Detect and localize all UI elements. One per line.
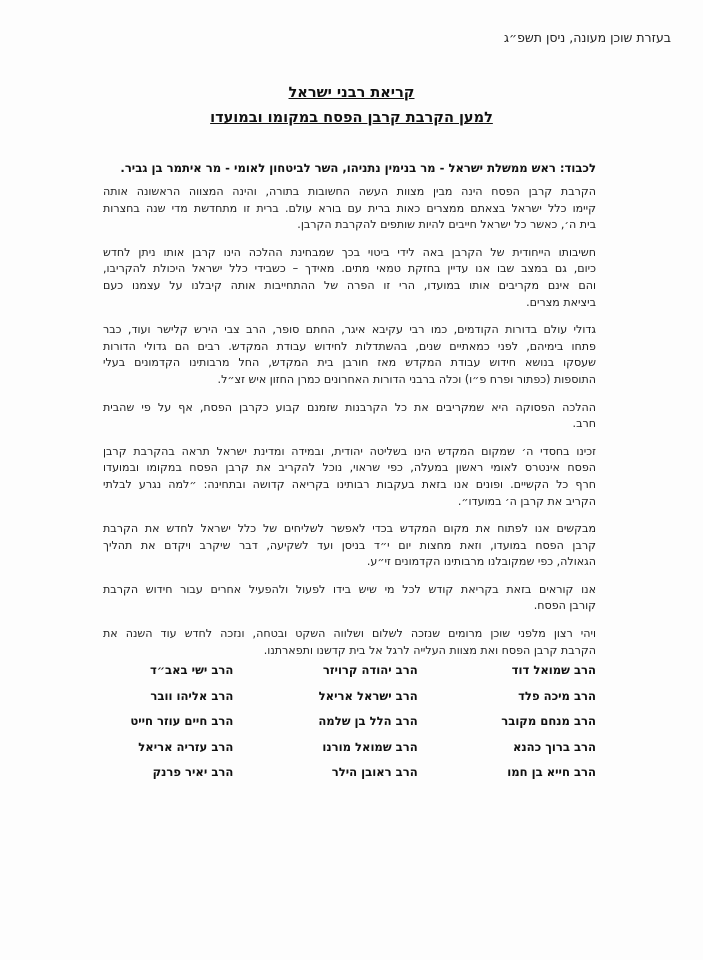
signatory-name: הרב אליהו וובר: [150, 688, 234, 703]
signatory-name: הרב ראובן הילר: [331, 765, 418, 780]
signatory-name: הרב הלל בן שלמה: [318, 714, 418, 729]
text-line: ההלכה הפסוקה היא שמקריבים את כל הקרבנות שזמנם קבוע כקרבן הפסח, אף על פי שהבית: [103, 400, 596, 414]
signatory-name: הרב חייא בן חמו: [507, 765, 596, 780]
paragraph-3: [103, 322, 596, 388]
document-title: קריאת רבני ישראל: [288, 85, 415, 101]
signatory-name: הרב שמואל מורנו: [322, 739, 418, 754]
signatory-name: הרב יהודה קרויזר: [322, 663, 418, 677]
signatory-name: הרב יאיר פרנק: [152, 765, 234, 780]
text-line: הקרבת קרבן הפסח ואת מצוות העלייה לרגל אל בית קדשנו ותפארתנו.: [263, 643, 596, 657]
letter-body: [103, 184, 596, 670]
text-line: הפסח אינטרס לאומי ראשון במעלה, כפי שראוי, נוכל להקריב את קרבן הפסח במקומו ובמועדו: [103, 461, 596, 475]
text-line: קרבן הפסח במועדו, וזאת מחצות יום י״ד בניסן ועד לשקיעה, דבר שיקרב ויקדם את תהליך: [103, 538, 596, 552]
text-line: בית ה׳, כאשר כל ישראל חייבים להיות שותפים להקרבת הקרבן.: [297, 218, 596, 232]
text-line: הקריב את קרבן ה׳ במועדו״.: [457, 494, 596, 508]
signatory-name: הרב חיים עוזר חייט: [130, 714, 234, 729]
signatory-name: הרב ישראל אריאל: [318, 688, 418, 703]
paragraph-5: [103, 444, 596, 510]
text-line: ויהי רצון מלפני שוכן מרומים שנזכה לשלום ושלווה השקט ובטחה, ונזכה לחדש עוד השנה את: [103, 627, 596, 641]
text-line: קורבן הפסח.: [533, 599, 596, 613]
text-line: זכינו בחסדי ה׳ שמקום המקדש הינו בשליטה יהודית, ובמידה ומדינת ישראל תראה בהקרבת קרבן: [103, 444, 596, 458]
paragraph-7: [103, 582, 596, 615]
signatory-name: הרב מנחם מקובר: [501, 714, 596, 729]
recipients-line: לכבוד: ראש ממשלת ישראל - מר בנימין נתניהו, השר לביטחון לאומי - מר איתמר בן גביר.: [120, 161, 596, 175]
text-line: והם אינם מקריבים אותו במועדו, הרי זו הפרה של ההתחייבות אותה קיבלנו על עצמנו כעם: [103, 278, 596, 292]
signatories-grid: [103, 663, 596, 779]
text-line: קיימו כלל ישראל בצאתם ממצרים כאות ברית עם בורא עולם. ברית זו מתחדשת מדי שנה בחצרות: [103, 201, 596, 215]
text-line: התוספות (כפתור ופרח פ״ו) וכלה ברבני הדורות האחרונים כמרן החזון איש זצ״ל.: [217, 372, 596, 386]
signatory-name: הרב שמואל דוד: [511, 663, 596, 677]
header-date-note: בעזרת שוכן מעונה, ניסן תשפ״ג: [503, 30, 671, 45]
signatory-name: הרב ברוך כהנא: [512, 739, 596, 754]
signatory-name: הרב ישי באב״ד: [150, 663, 234, 677]
paragraph-1: [103, 184, 596, 234]
signatory-name: הרב עזריה אריאל: [138, 739, 234, 754]
text-line: חרב.: [572, 417, 596, 431]
text-line: חשיבותו הייחודית של הקרבן באה לידי ביטוי בכך שמבחינת ההלכה הינו קרבן אותו ניתן לחדש: [103, 245, 596, 259]
text-line: הקרבת קרבן הפסח הינה מבין מצוות העשה החשובות בתורה, והינה המצווה הראשונה אותה: [103, 185, 596, 198]
document-subtitle: למען הקרבת קרבן הפסח במקומו ובמועדו: [210, 110, 493, 126]
text-line: פתחו בימיהם, לפני כמאתיים שנים, בהשתדלות לחידוש עבודת המקדש. רבים הם גדולי הדורות: [103, 339, 596, 353]
paragraph-8: [103, 626, 596, 659]
text-line: הגאולה, כפי שמקובלנו מרבותינו הקדמונים זי״ע.: [366, 555, 596, 569]
text-line: מבקשים אנו לפתוח את מקום המקדש בכדי לאפשר לשליחים של כלל ישראל לחדש את הקרבת: [103, 522, 596, 536]
paragraph-4: [103, 400, 596, 433]
text-line: ביציאת מצרים.: [526, 295, 596, 309]
text-line: חרף כל הקשיים. ופונים אנו בזאת בעקבות רבותינו בקריאה קדושה ובתחינה: ״למה נגרע לבלתי: [103, 477, 596, 491]
text-line: אנו קוראים בזאת בקריאת קודש לכל מי שיש בידו לפעול ולהפעיל אחרים עבור חידוש הקרבת: [103, 582, 596, 596]
paragraph-2: [103, 245, 596, 311]
signatory-name: הרב מיכה פלד: [518, 688, 596, 703]
text-line: גדולי עולם בדורות הקודמים, כמו רבי עקיבא איגר, החתם סופר, הרב צבי הירש קלישר ועוד, כבר: [103, 323, 596, 337]
text-line: שעסקו בנושא חידוש עבודת המקדש מאז חורבן בית המקדש, החל מרבותינו הקדמונים בעלי: [103, 356, 596, 370]
paragraph-6: [103, 521, 596, 571]
text-line: כיום, גם במצב שבו אנו עדיין בחזקת טמאי מתים. מאידך – כשבידי כלל ישראל היכולת להקריבו,: [103, 262, 596, 276]
